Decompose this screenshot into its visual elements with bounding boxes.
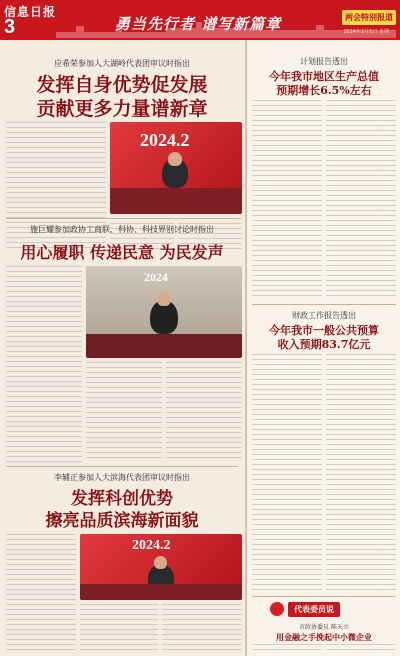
article-3-body-text-3: [162, 604, 242, 652]
right-column: [248, 40, 400, 656]
photo-backdrop-year: 2024.2: [140, 130, 190, 150]
photo-backdrop-year: 2024: [144, 270, 168, 284]
left-column: [0, 40, 244, 656]
article-2-body-text: [6, 266, 82, 462]
delegates-say-tag: 代表委员说: [288, 602, 340, 617]
header-banner: 勇当先行者 谱写新篇章: [115, 15, 282, 33]
speaker-head: [154, 556, 167, 569]
article-2-body-text-3: [166, 362, 242, 462]
report-3-title: 用金融之手挽起中小微企业: [276, 633, 372, 642]
photo-desk: [86, 334, 242, 358]
article-3-headline-line-1: 发挥科创优势: [71, 489, 173, 509]
page-header: [0, 0, 400, 40]
issue-date: 2024年2月5日 星期一: [343, 29, 394, 35]
article-1-headline-line-1: 发挥自身优势促发展: [36, 74, 208, 96]
report-3-kicker: 市政协委员 陈天立: [299, 624, 349, 631]
report-3-body-text-2: [326, 644, 396, 654]
section-divider-1: [6, 218, 238, 219]
speaker-head: [168, 152, 182, 166]
report-1-body-text-2: [326, 100, 396, 296]
article-2-kicker: 施巨耀参加政协工商联、科协、科技界别讨论时指出: [30, 225, 214, 234]
article-3-body-text-2: [80, 604, 158, 652]
right-divider-1: [252, 304, 396, 305]
report-2-body-text: [252, 354, 322, 590]
report-2-body-text-2: [326, 354, 396, 590]
emblem-icon: [270, 602, 284, 616]
right-divider-2: [252, 596, 396, 597]
article-2-headline: 用心履职 传递民意 为民发声: [20, 243, 224, 262]
newspaper-logo: 信息日报: [4, 5, 57, 19]
report-3-body-text: [252, 644, 322, 654]
section-divider-2: [6, 466, 238, 467]
article-2-body-text-2: [86, 362, 162, 462]
column-divider: [245, 40, 247, 656]
report-1-title-line-2: 预期增长6.5%左右: [276, 84, 372, 97]
article-3-body-text: [6, 534, 76, 652]
article-3-headline-line-2: 擦亮品质滨海新面貌: [45, 511, 199, 531]
report-1-kicker: 计划报告透出: [300, 57, 348, 66]
speaker-head: [157, 292, 171, 306]
article-1-headline-line-2: 贡献更多力量谱新章: [36, 98, 208, 120]
photo-desk: [80, 584, 242, 600]
report-1-body-text: [252, 100, 322, 296]
article-1-photo: [110, 122, 242, 214]
photo-backdrop-year: 2024.2: [132, 538, 171, 553]
report-2-title-line-1: 今年我市一般公共预算: [269, 324, 379, 337]
page-number: 3: [4, 16, 16, 38]
report-2-kicker: 财政工作报告透出: [292, 311, 356, 320]
special-report-badge: 两会特别报道: [342, 10, 396, 25]
photo-desk: [110, 188, 242, 214]
report-2-title-line-2: 收入预期83.7亿元: [277, 338, 371, 351]
report-1-title-line-1: 今年我市地区生产总值: [269, 70, 379, 83]
article-2-photo: [86, 266, 242, 358]
article-1-kicker: 应希荣参加人大湖岭代表团审议时指出: [54, 59, 190, 68]
article-3-kicker: 李辅正参加人大滨海代表团审议时指出: [54, 473, 190, 482]
article-3-photo: [80, 534, 242, 600]
